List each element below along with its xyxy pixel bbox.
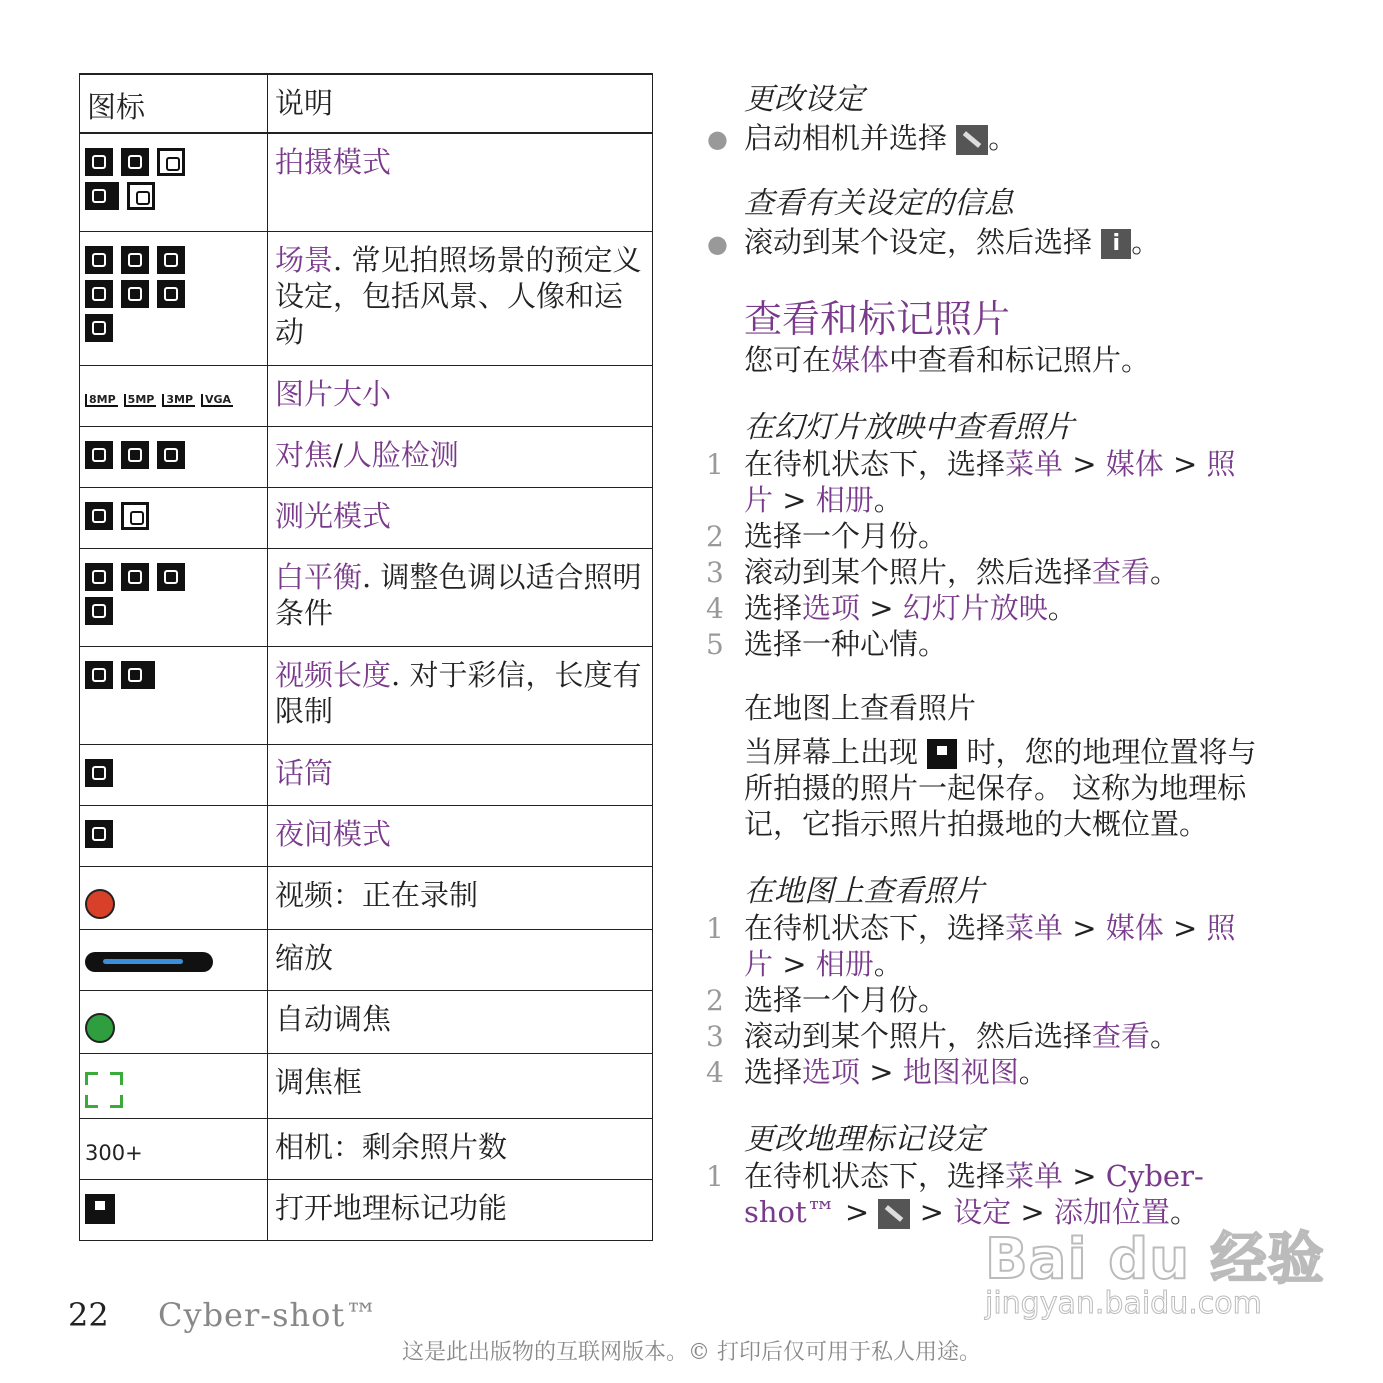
white-balance-label: 白平衡: [275, 559, 363, 594]
map-steps-title: 在地图上查看照片: [744, 874, 984, 909]
focus-label: 对焦: [275, 437, 334, 472]
slideshow-step-5: 选择一种心情。: [744, 627, 948, 661]
face-mode-icon: [85, 148, 113, 176]
change-settings-title: 更改设定: [744, 82, 864, 117]
metering-spot-icon: [121, 502, 149, 530]
table-row: [80, 365, 653, 426]
table-row: [80, 1179, 653, 1240]
daylight-icon: [85, 563, 113, 591]
page-number: 22: [68, 1296, 109, 1334]
focus-frame-description: 调焦框: [268, 1053, 653, 1118]
night-scene-icon: [85, 246, 113, 274]
recording-dot-icon: [85, 889, 115, 919]
step-number: 2: [706, 520, 724, 553]
table-row: [80, 929, 653, 990]
info-icon: i: [1101, 229, 1131, 259]
video-length-icon: [85, 661, 113, 689]
video-mode-icon: [157, 148, 185, 176]
shooting-mode-label: 拍摄模式: [275, 145, 392, 179]
size-3mp-icon: 3MP: [162, 394, 195, 407]
step-number: 3: [706, 1020, 724, 1053]
table-header-row: [80, 74, 653, 133]
icon-table: [79, 73, 653, 1241]
night-mode-label: 夜间模式: [275, 816, 392, 851]
scene-label: 场景: [275, 242, 334, 277]
slideshow-step-3: 滚动到某个照片，然后选择查看。: [744, 555, 1180, 589]
recording-description: 视频：正在录制: [268, 866, 653, 929]
table-row: [80, 1118, 653, 1179]
map-step-1: 在待机状态下，选择菜单 > 媒体 > 照 片 > 相册。: [744, 911, 1236, 981]
video-length-description: . 对于彩信，长度有限制: [275, 657, 642, 728]
face-detection-label: 人脸检测: [342, 437, 459, 472]
table-row: [80, 1053, 653, 1118]
step-number: 1: [706, 448, 724, 481]
focus-frame-icon: [85, 1072, 123, 1108]
bullet: ●: [707, 230, 728, 258]
step-number: 5: [706, 628, 724, 661]
infinity-icon: [157, 441, 185, 469]
video-mms-icon: [121, 661, 155, 689]
table-row: [80, 487, 653, 548]
step-number: 1: [706, 912, 724, 945]
slideshow-title: 在幻灯片放映中查看照片: [744, 410, 1074, 445]
geotag-description: 打开地理标记功能: [268, 1179, 653, 1240]
panorama-mode-icon: [85, 182, 119, 210]
section-heading: 查看和标记照片: [744, 297, 1011, 341]
geotag-title: 更改地理标记设定: [744, 1122, 984, 1157]
metering-normal-icon: [85, 502, 113, 530]
size-5mp-icon: 5MP: [124, 394, 157, 407]
document-icon: [85, 314, 113, 342]
table-row: [80, 744, 653, 805]
face-detect-icon: [85, 441, 113, 469]
geotag-flag-icon: [927, 739, 957, 769]
portrait-icon: [85, 280, 113, 308]
snow-icon: [121, 280, 149, 308]
step-number: 4: [706, 592, 724, 625]
white-balance-description: . 调整色调以适合照明条件: [275, 559, 642, 630]
video-length-label: 视频长度: [275, 657, 392, 692]
size-8mp-icon: 8MP: [85, 394, 118, 407]
map-step-4: 选择选项 > 地图视图。: [744, 1055, 1048, 1089]
zoom-bar-icon: [85, 952, 213, 972]
view-info-title: 查看有关设定的信息: [744, 186, 1014, 221]
landscape-icon: [157, 246, 185, 274]
scene-description: . 常见拍照场景的预定义设定，包括风景、人像和运动: [275, 242, 642, 349]
step-number: 1: [706, 1160, 724, 1193]
photo-count-description: 相机：剩余照片数: [268, 1118, 653, 1179]
slideshow-step-2: 选择一个月份。: [744, 519, 948, 553]
settings-wrench-icon: [956, 125, 988, 155]
slideshow-step-1: 在待机状态下，选择菜单 > 媒体 > 照 片 > 相册。: [744, 447, 1236, 517]
map-step-2: 选择一个月份。: [744, 983, 948, 1017]
metering-mode-label: 测光模式: [275, 498, 392, 533]
change-settings-step: 启动相机并选择 。: [744, 121, 1018, 155]
microphone-label: 话筒: [275, 755, 334, 790]
incandescent-icon: [85, 597, 113, 625]
map-intro-title: 在地图上查看照片: [744, 691, 977, 725]
step-number: 2: [706, 984, 724, 1017]
section-intro: 您可在媒体中查看和标记照片。: [744, 343, 1151, 377]
table-row: [80, 426, 653, 487]
fluorescent-icon: [157, 563, 185, 591]
step-number: 4: [706, 1056, 724, 1089]
sports-icon: [157, 280, 185, 308]
geotag-step-1: 在待机状态下，选择菜单 > Cyber- shot™ > > 设定 > 添加位置。: [744, 1159, 1204, 1229]
photo-count: 300+: [85, 1140, 143, 1165]
step-number: 3: [706, 556, 724, 589]
macro-icon: [121, 441, 149, 469]
autofocus-dot-icon: [85, 1013, 115, 1043]
table-row: [80, 866, 653, 929]
table-row: [80, 990, 653, 1053]
camera-mode-icon: [121, 148, 149, 176]
watermark-logo: Bai du 经验: [985, 1227, 1325, 1292]
footer-notice: 这是此出版物的互联网版本。© 打印后仅可用于私人用途。: [402, 1340, 981, 1365]
header-icon: 图标: [80, 74, 268, 133]
table-row: [80, 231, 653, 365]
night-mode-icon: [85, 820, 113, 848]
cloudy-icon: [121, 563, 149, 591]
footer-title: Cyber-shot™: [158, 1296, 379, 1334]
frame-mode-icon: [127, 182, 155, 210]
night-portrait-icon: [121, 246, 149, 274]
map-step-3: 滚动到某个照片，然后选择查看。: [744, 1019, 1180, 1053]
map-intro-paragraph: 当屏幕上出现 时，您的地理位置将与 所拍摄的照片一起保存。 这称为地理标 记，它指示照片拍摄地的大概位置。: [744, 735, 1257, 841]
view-info-step: 滚动到某个设定，然后选择 i 。: [744, 225, 1161, 259]
header-description: 说明: [268, 74, 653, 133]
watermark-url: jingyan.baidu.com: [985, 1286, 1262, 1321]
microphone-icon: [85, 759, 113, 787]
focus-separator: /: [333, 437, 343, 472]
autofocus-description: 自动调焦: [268, 990, 653, 1053]
media-link: 媒体: [831, 343, 890, 377]
zoom-description: 缩放: [268, 929, 653, 990]
geotag-flag-icon: [85, 1194, 115, 1224]
table-row: [80, 646, 653, 744]
table-row: [80, 805, 653, 866]
picture-size-label: 图片大小: [275, 376, 392, 411]
table-row: [80, 548, 653, 646]
size-vga-icon: VGA: [201, 394, 233, 407]
settings-wrench-icon: [878, 1199, 910, 1229]
slideshow-step-4: 选择选项 > 幻灯片放映。: [744, 591, 1077, 625]
bullet: ●: [707, 125, 728, 153]
table-row: [80, 133, 653, 231]
